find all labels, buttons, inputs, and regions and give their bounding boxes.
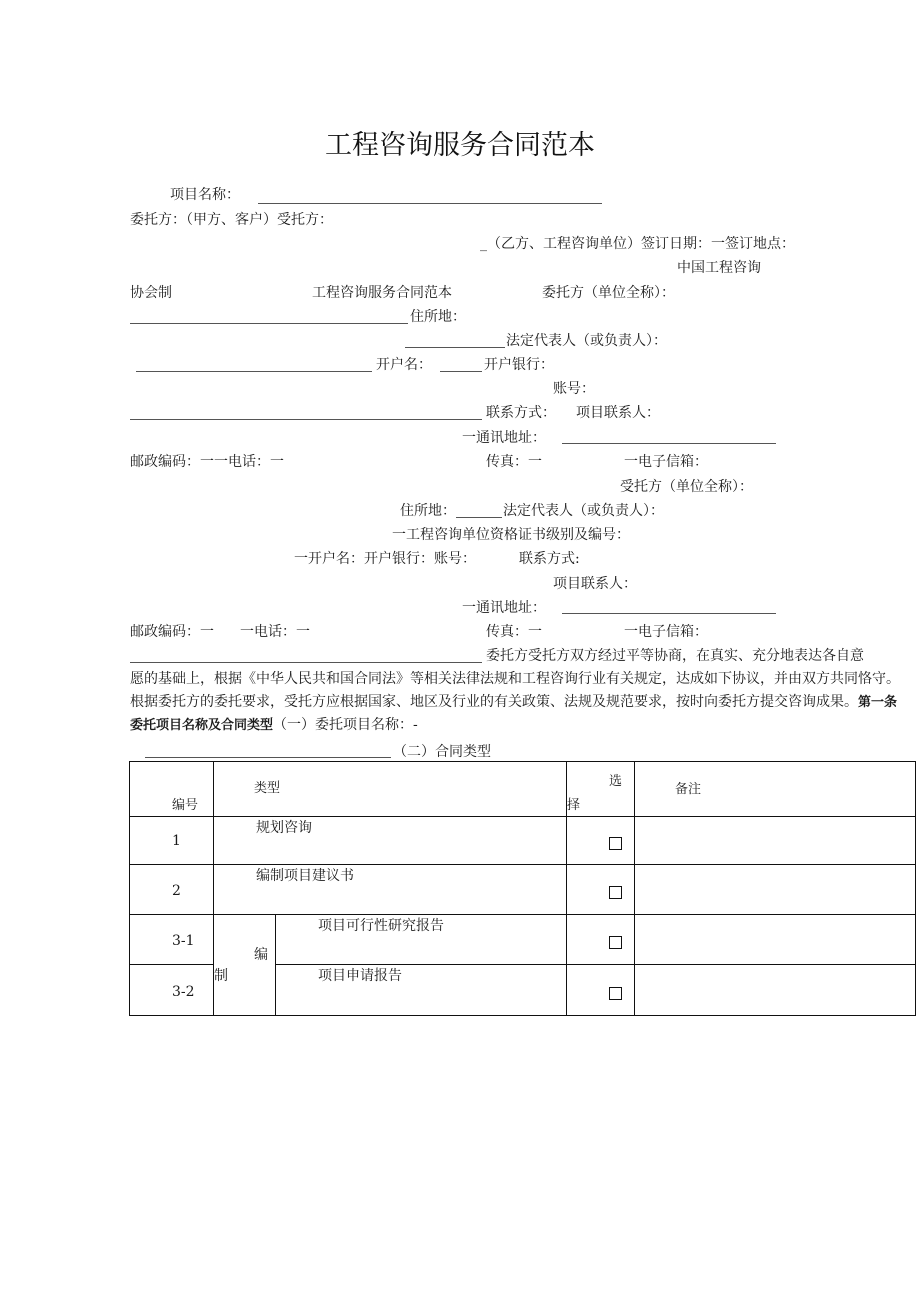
client-legal-rep-label: 法定代表人（或负责人）： xyxy=(506,333,667,349)
contractor-postcode: 邮政编码：一 xyxy=(130,624,214,640)
party-b-line: _（乙方、工程咨询单位）签订日期：一签订地点： xyxy=(480,236,795,252)
row-no: 3-2 xyxy=(172,984,195,1000)
client-address-label: 住所地： xyxy=(410,309,466,325)
client-legal-rep-blank[interactable] xyxy=(136,371,372,372)
client-account-name-label: 开户名： xyxy=(376,357,432,373)
contractor-phone: 一电话：一 xyxy=(240,624,310,640)
client-contact-label: 联系方式： xyxy=(486,405,556,421)
agreement-paragraph xyxy=(130,668,904,737)
contractor-mail-address-blank[interactable] xyxy=(562,613,776,614)
client-mail-address-label: 一通讯地址： xyxy=(462,430,546,446)
contractor-fullname-label: 受托方（单位全称）： xyxy=(620,479,753,495)
client-email-label: 一电子信箱： xyxy=(624,454,708,470)
client-project-contact-label: 项目联系人： xyxy=(576,405,660,421)
header-select-top: 选 xyxy=(609,774,623,789)
client-address-blank[interactable] xyxy=(405,347,505,348)
client-name-blank[interactable] xyxy=(130,323,408,324)
row-checkbox[interactable] xyxy=(609,987,622,1000)
association-name: 中国工程咨询 xyxy=(677,260,761,276)
row-checkbox[interactable] xyxy=(609,936,622,949)
paragraph-start: 委托方受托方双方经过平等协商，在真实、充分地表达各自意 xyxy=(486,648,864,664)
client-account-no-label: 账号： xyxy=(553,381,595,397)
client-mail-address-blank[interactable] xyxy=(562,443,776,444)
project-name-blank[interactable] xyxy=(258,203,602,204)
project-name-label: 项目名称： xyxy=(170,187,240,203)
item-2-label: （二）合同类型 xyxy=(393,744,491,760)
header-type: 类型 xyxy=(254,781,281,796)
contractor-contact-label: 联系方式: xyxy=(519,551,580,567)
association-suffix: 协会制 xyxy=(130,285,172,301)
header-remark: 备注 xyxy=(675,782,702,797)
paragraph-rest: 愿的基础上，根据《中华人民共和国合同法》等相关法律法规和工程咨询行业有关规定，达成如下协议，并由双方共同恪守。根据委托方的委托要求，受托方应根据国家、地区及行业的有关政策、法规及规范要求，按时向委托方提交咨询成果。 xyxy=(130,671,900,710)
row-type: 项目申请报告 xyxy=(318,968,402,984)
group-label-top: 编 xyxy=(254,947,268,963)
document-title: 工程咨询服务合同范本 xyxy=(325,130,595,161)
row-type: 编制项目建议书 xyxy=(256,868,354,884)
group-label-bottom: 制 xyxy=(214,968,228,984)
header-no: 编号 xyxy=(172,798,199,813)
row-type: 项目可行性研究报告 xyxy=(318,918,444,934)
client-fullname-label: 委托方（单位全称）： xyxy=(542,285,675,301)
header-select-bottom: 择 xyxy=(567,798,581,813)
email-blank[interactable] xyxy=(130,662,482,663)
client-bank-label: 开户银行： xyxy=(484,357,554,373)
client-fax-label: 传真：一 xyxy=(486,454,542,470)
project-name-field-blank[interactable] xyxy=(145,757,391,758)
item-1-label: （一）委托项目名称：- xyxy=(273,717,418,733)
contractor-bank-line: 一开户名：开户银行：账号： xyxy=(294,551,476,567)
contractor-project-contact-label: 项目联系人： xyxy=(553,576,637,592)
contractor-fax-label: 传真：一 xyxy=(486,624,542,640)
contractor-email-label: 一电子信箱： xyxy=(624,624,708,640)
contractor-legal-rep-label: 法定代表人（或负责人）： xyxy=(503,503,664,519)
contractor-address-blank[interactable] xyxy=(456,517,502,518)
client-account-blank[interactable] xyxy=(130,419,482,420)
row-no: 1 xyxy=(172,833,181,849)
row-no: 3-1 xyxy=(172,933,195,949)
subtitle: 工程咨询服务合同范本 xyxy=(312,285,452,301)
client-postcode-phone: 邮政编码：一一电话：一 xyxy=(130,454,284,470)
row-no: 2 xyxy=(172,883,181,899)
party-line: 委托方：（甲方、客户）受托方： xyxy=(130,212,333,228)
contractor-mail-address-label: 一通讯地址： xyxy=(462,600,546,616)
contractor-address-label: 住所地： xyxy=(400,503,456,519)
row-checkbox[interactable] xyxy=(609,886,622,899)
row-checkbox[interactable] xyxy=(609,837,622,850)
contractor-qualification-label: 一工程咨询单位资格证书级别及编号： xyxy=(392,527,630,543)
client-account-name-blank[interactable] xyxy=(440,371,482,372)
row-type: 规划咨询 xyxy=(256,820,312,836)
article-1-heading: 第一条委托项目名称及合同类型 xyxy=(130,695,898,733)
